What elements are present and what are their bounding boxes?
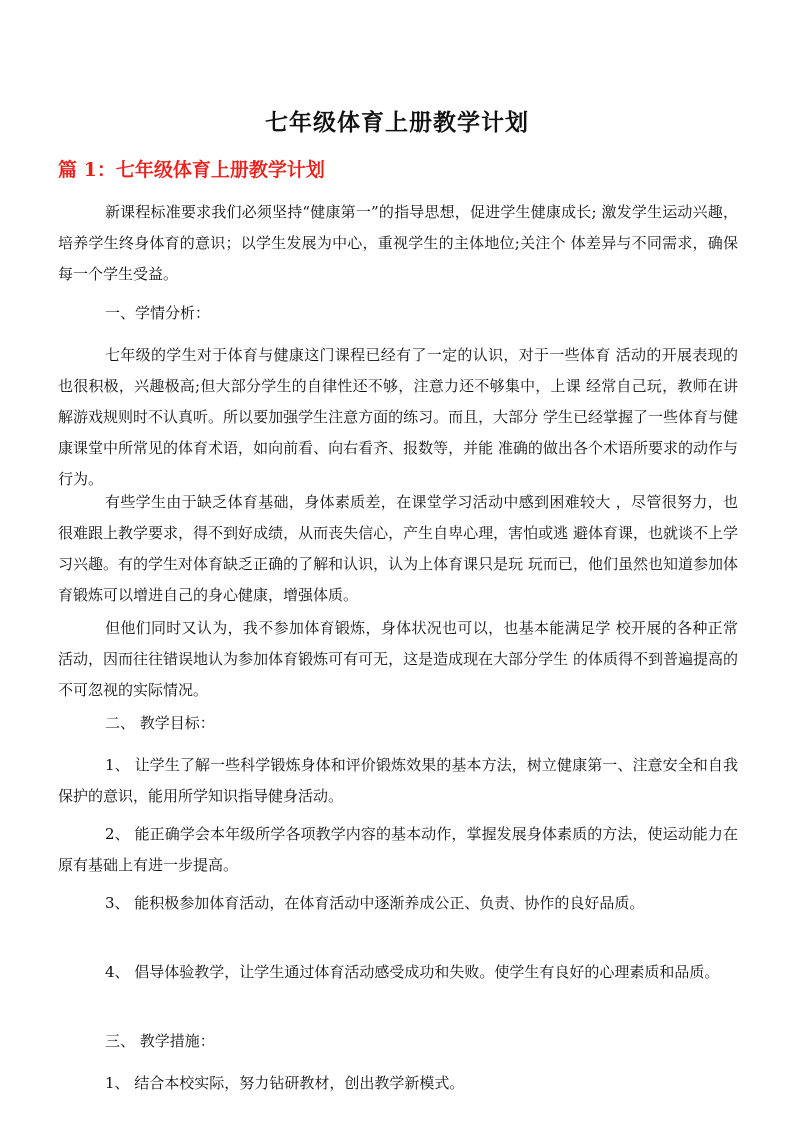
goal-item-1: 1、 让学生了解一些科学锻炼身体和评价锻炼效果的基本方法，树立健康第一、注意安全和自我保护的意识，能用所学知识指导健身活动。 <box>58 756 738 805</box>
document-title: 七年级体育上册教学计划 <box>265 109 529 136</box>
analysis-paragraph-1: 七年级的学生对于体育与健康这门课程已经有了一定的认识，对于一些体育 活动的开展表现的也很积极，兴趣极高;但大部分学生的自律性还不够，注意力还不够集中，上课 经常自己玩，教师在讲解游戏规则时不认真听。所以要加强学生注意方面的练习。而且，大部分 学生已经掌握了一些体育与健康课堂中所常见的体育术语，如向前看、向右看齐、报数等，并能 准确的做出各个术语所要求的动作与行为。 <box>58 346 738 488</box>
intro-paragraph: 新课程标准要求我们必须坚持“健康第一”的指导思想，促进学生健康成长; 激发学生运动兴趣，培养学生终身体育的意识；以学生发展为中心，重视学生的主体地位;关注个 体差异与不同需求，确保每一个学生受益。 <box>58 203 738 283</box>
goal-item-4: 4、 倡导体验教学，让学生通过体育活动感受成功和失败。使学生有良好的心理素质和品质。 <box>105 963 720 981</box>
analysis-paragraph-3: 但他们同时又认为，我不参加体育锻炼，身体状况也可以，也基本能满足学 校开展的各种正常活动，因而往往错误地认为参加体育锻炼可有可无，这是造成现在大部分学生 的体质得不到普遍提高的不可忽视的实际情况。 <box>58 619 738 699</box>
section-heading: 篇 1：七年级体育上册教学计划 <box>58 159 325 181</box>
analysis-heading: 一、学情分析： <box>105 304 211 322</box>
measures-heading: 三、 教学措施： <box>105 1032 215 1050</box>
goal-item-3: 3、 能积极参加体育活动，在体育活动中逐渐养成公正、负责、协作的良好品质。 <box>105 894 645 912</box>
measure-item-1: 1、 结合本校实际，努力钻研教材，创出教学新模式。 <box>105 1074 465 1092</box>
analysis-paragraph-2: 有些学生由于缺乏体育基础，身体素质差，在课堂学习活动中感到困难较大 ，尽管很努力，也很难跟上教学要求，得不到好成绩，从而丧失信心，产生自卑心理，害怕或逃 避体育课，也就谈不上学习兴趣。有的学生对体育缺乏正确的了解和认识，认为上体育课只是玩 玩而已，他们虽然也知道参加体育锻炼可以增进自己的身心健康，增强体质。 <box>58 493 738 604</box>
goal-item-2: 2、 能正确学会本年级所学各项教学内容的基本动作，掌握发展身体素质的方法，使运动能力在原有基础上有进一步提高。 <box>58 825 738 874</box>
goals-heading: 二、 教学目标： <box>105 714 215 732</box>
